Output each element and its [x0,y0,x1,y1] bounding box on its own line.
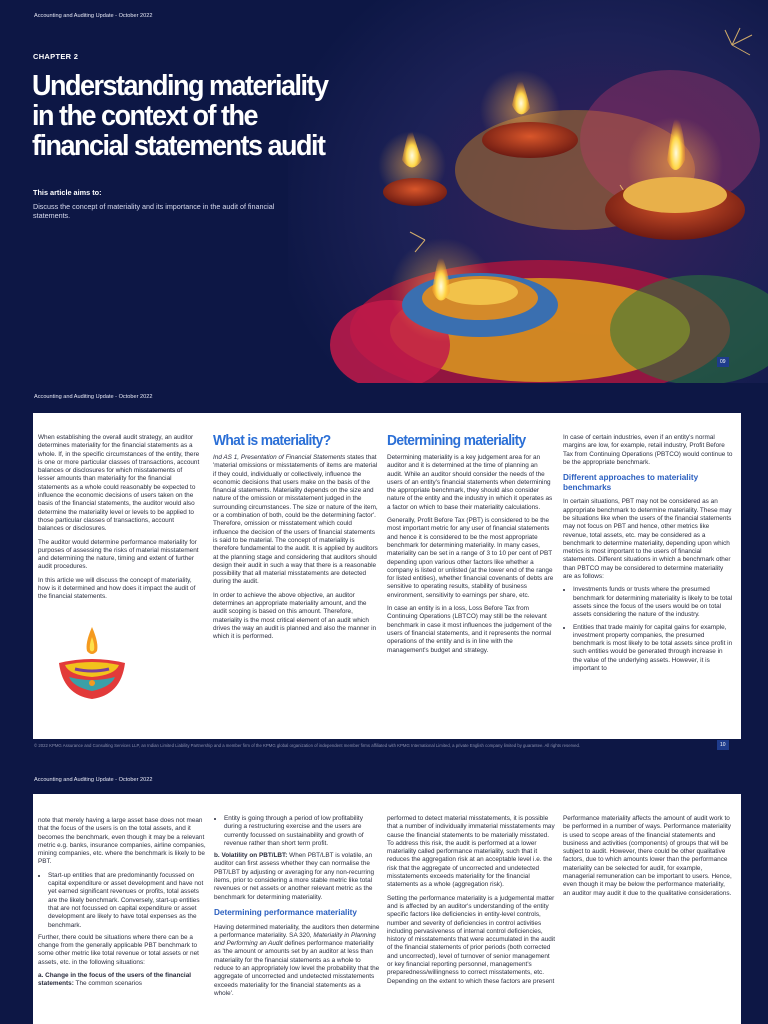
paragraph: Performance materiality affects the amount of audit work to be performed in a number of ways. Performance materiality is used to scope areas of the financial statements and business and activities (components) of groups that will be subject to audit. However, there could be other qualitative factors, due to which amounts lower than the performance materiality can be selected for audit, for example, managerial remuneration can be important to users. Hence, even though it may be below the performance materiality, an auditor may audit it due to the qualitative considerations. [563,815,732,897]
running-head: Accounting and Auditing Update - October 2022 [34,777,153,783]
list-item: • Start-up entities that are predominantly focussed on capital expenditure or asset development and have not yet earned significant revenues or profits, total assets are the likely benchmark. Conversely, start-up entities that are not focussed on capital expenditure or asset development are likely to have total expenses as the benchmark. [48,872,208,930]
article-page-10 [0,383,768,768]
diya-lamps-photo [330,0,768,383]
paragraph: note that merely having a large asset base does not mean that the focus of the users is on the total assets, and it becomes the benchmark, even though it may be a relevant metric e.g. banks, insurance companies, airline companies, mining companies, etc. where the benchmark is likely to be PBT. [38,817,206,866]
paragraph: The auditor would determine performance materiality for purposes of assessing the risks of material misstatement and determining the nature, timing and extent of further audit procedures. [38,538,199,571]
paragraph: In case of certain industries, even if an entity's normal margins are low, for example, retail industry, Profit Before Tax from Continuing Operations (PBTCO) would continue to be the appropriate benchmark. [563,434,733,466]
subsection-heading: Determining performance materiality [214,907,357,917]
paragraph: Determining materiality is a key judgement area for an auditor and it is determined at the time of planning an audit. While an auditor should consider the needs of the users of an entity's financial statements when determining the appropriate benchmark, they should also consider nature of the entity and the industry in which it operates as a factor on which to base their materiality calculations. [387,454,553,511]
column-1 [38,817,208,994]
page-number: 10 [717,740,729,750]
article-title: Understanding materiality in the context of the financial statements audit [32,70,328,162]
column-1 [38,434,201,607]
content-card [33,413,741,739]
standard-reference: Ind AS 1, Presentation of Financial Statements [213,454,346,461]
section-heading: What is materiality? [213,432,331,449]
paragraph: In certain situations, PBT may not be considered as an appropriate benchmark to determine materiality. These may be situations like when the users of the financial statements may not focus on PBT and hence, other metrics like revenue, total assets, etc. may be considered as a benchmark to determine materiality, depending upon which metrics is most important to the users of financial statements. Different situations in which a benchmark other than PBTCO may be considered to determine materiality are as follows: [563,498,732,581]
column-4 [563,434,733,677]
paragraph: Setting the performance materiality is a judgemental matter and is affected by an auditor's understanding of the entity specific factors like deficiencies in entity-level controls, number and severity of deficiencies in control activities including pervasiveness of internal control deficiencies, history of misstatements that were accumulated in the audit of the financial statements of prior periods (both corrected and uncorrected), level of turnover of senior management or key financial reporting personnel, management's preparedness/willingness to correct misstatements, etc. Depending on the extent to which these factors are present [387,894,556,985]
aims-heading: This article aims to: [33,188,102,197]
paragraph: When establishing the overall audit strategy, an auditor determines materiality for the financial statements as a whole. If, in the specific circumstances of the entity, there is one or more particular classes of transactions, account balances or disclosures for which misstatements of lesser amounts than materiality for the financial statements as a whole could reasonably be expected to influence the economic decisions of users taken on the basis of the financial statements, the auditor would also determine the materiality level or levels to be applied to those particular classes of transactions, account balances or disclosures. [38,434,200,533]
column-3 [387,433,555,660]
paragraph: In order to achieve the above objective, an auditor determines an appropriate materiality amount, and the audit scoping is based on this amount. Therefore, materiality is the most critical element of an audit which drives the way an audit is planned and also the manner in which it is performed. [213,591,377,641]
list-item: • Entities that trade mainly for capital gains for example, investment property companies, the presumed benchmark is most likely to be total assets since profit in such entities would be generated through increase in the value of the underlying assets. However, it is important to [573,624,733,674]
column-4 [563,815,733,903]
list-item: • Investments funds or trusts where the presumed benchmark for determining materiality is likely to be total assets since the focus of the users would be on total assets considering the nature of the industry. [573,586,733,619]
aims-text: Discuss the concept of materiality and its importance in the audit of financial statements. [33,202,275,220]
running-head: Accounting and Auditing Update - October 2022 [34,13,153,19]
copyright-footer: © 2022 KPMG Assurance and Consulting Services LLP, an Indian Limited Liability Partnership and a member firm of the KPMG global organization of independent member firms affiliated with KPMG International Limited, a private English company limited by guarantee. All rights reserved. [34,743,581,748]
paragraph: When PBT/LBT is volatile, an auditor can first assess whether they can normalise the PBT/LBT by adjusting or averaging for any non-recurring items, prior to considering a more stable metric like total revenues or net assets or another relevant metric as the benchmark for determining materiality. [214,852,375,901]
paragraph: In case an entity is in a loss, Loss Before Tax from Continuing Operations (LBTCO) may still be the relevant benchmark in case it most influences the judgement of the users of financial statements, and it represents the normal operations of the entity and is in line with the management's budget and strategy. [387,605,552,654]
bold-lead: b. Volatility on PBT/LBT: [214,852,288,860]
paragraph: The common scenarios [75,980,142,988]
paragraph: Having determined materiality, the auditors then determine a performance materiality. SA 320, [214,923,380,939]
diya-illustration [55,625,129,701]
content-card [33,794,741,1024]
paragraph: Further, there could be situations where there can be a change from the generally applicable PBT benchmark to some other metric like total revenue or total assets or net assets, etc. in the following situations: [38,933,199,966]
article-page-11 [0,768,768,1024]
paragraph: performed to detect material misstatements, it is possible that a number of individually immaterial misstatements may cause the financial statements to be materially misstated. To address this risk, the audit is performed at a lower materiality called performance materiality, such that it reduces the aggregation risk at an acceptable level i.e. the risk that the aggregate of uncorrected and undetected misstatements exceeds materiality for the financial statements as a whole (aggregation risk). [387,815,555,889]
page-number: 09 [717,357,729,367]
subsection-heading: Different approaches to materiality benchmarks [563,473,699,492]
bold-lead: a. Change in the focus of the users of the financial statements: [38,972,192,988]
list-item: • Entity is going through a period of low profitability during a restructuring exercise and the users are currently focussed on sustainability and growth of revenue rather than short term profit. [224,815,382,848]
running-head: Accounting and Auditing Update - October 2022 [34,394,153,400]
chapter-label: CHAPTER 2 [33,52,79,61]
standard-reference: Materiality in Planning and Performing an Audit [214,931,376,948]
paragraph: defines performance materiality as 'the amount or amounts set by an auditor at less than materiality for the financial statements as a whole to reduce to an appropriately low level the probability that the aggregate of uncorrected and undetected misstatements exceeds materiality for the financial statements as a whole'. [214,940,380,997]
bullet-list [563,586,733,673]
section-heading: Determining materiality [387,432,526,449]
paragraph: states that 'material omissions or misstatements of items are material if they could, individually or collectively, influence the economic decisions that users make on the basis of the financial statements. Materiality depends on the size and nature of the omission or misstatement judged in the surrounding circumstances. The size or nature of the item, or a combination of both, could be the determining factor'. Therefore, omission or misstatement which could influence the decision of the users of financial statements is said to be material. The concept of materiality is therefore fundamental to the audit. It is applied by auditors at the planning stage and considering that auditors should design their audit in such a way that there is a reasonable possibility that all material misstatements are detected during the audit. [213,454,378,586]
bullet-list [38,872,208,930]
column-2 [214,815,382,1003]
bullet-list [214,815,382,848]
paragraph: Generally, Profit Before Tax (PBT) is considered to be the most important metric for any user of financial statements and hence it is considered to be the most appropriate benchmark for determining materiality. In many cases, materiality can be set in a range of 3 to 10 per cent of PBT depending upon various other factors like whether a company is listed or unlisted (at the lower end of the range for listed entities), whether financial covenants of debts are sensitive to operating results, stability of business environment, sensitivity to earnings per share, etc. [387,517,554,599]
column-3 [387,815,557,991]
column-2 [213,433,379,647]
paragraph: In this article we will discuss the concept of materiality, how is it determined and how does it impact the audit of the financial statements. [38,576,196,601]
cover-page [0,0,768,383]
